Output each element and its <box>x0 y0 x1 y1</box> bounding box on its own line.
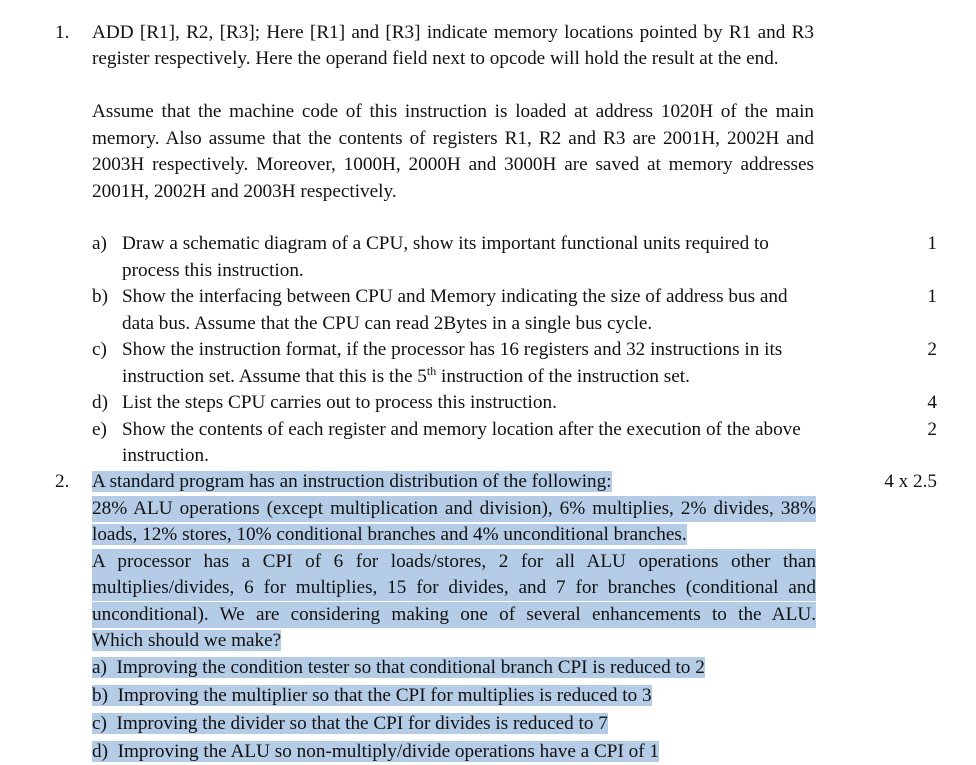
option-label: c) <box>92 713 107 734</box>
assumption-line: Assume that the machine code of this instruction is loaded at address 1020H of the main <box>92 101 814 122</box>
selected-text: loads, 12% stores, 10% conditional branches and 4% unconditional branches. <box>92 524 687 545</box>
option-label: b) <box>92 685 108 706</box>
question-text-line <box>92 469 612 495</box>
part-text-line: Draw a schematic diagram of a CPU, show its important functional units required to <box>122 233 769 254</box>
selected-text-line: 28% ALU operations (except multiplication and division), 6% multiplies, 2% divides, 38% <box>92 496 816 522</box>
part-label: c) <box>92 339 107 360</box>
part-label: e) <box>92 419 107 440</box>
option-label: d) <box>92 741 108 762</box>
question-text-line <box>92 522 687 548</box>
part-text-line: instruction. <box>122 445 209 466</box>
part-text-line: process this instruction. <box>122 260 304 281</box>
part-text-line: List the steps CPU carries out to process this instruction. <box>122 392 557 413</box>
option-text: Improving the multiplier so that the CPI for multiplies is reduced to 3 <box>117 685 652 706</box>
assumption-line: 2001H, 2002H and 2003H respectively. <box>92 181 397 202</box>
part-text-line: data bus. Assume that the CPU can read 2Bytes in a single bus cycle. <box>122 313 653 334</box>
selected-text-line: multiplies/divides, 6 for multiplies, 15 for divides, and 7 for branches (conditional and <box>92 575 816 601</box>
option-text: Improving the condition tester so that conditional branch CPI is reduced to 2 <box>116 657 705 678</box>
option-line <box>92 683 652 709</box>
question-text-line: ADD [R1], R2, [R3]; Here [R1] and [R3] indicate memory locations pointed by R1 and R3 <box>92 22 814 43</box>
part-text-line: Show the contents of each register and memory location after the execution of the above <box>122 419 801 440</box>
question-number: 2. <box>55 471 70 492</box>
option-line <box>92 711 608 737</box>
part-label: b) <box>92 286 108 307</box>
assumption-line: memory. Also assume that the contents of registers R1, R2 and R3 are 2001H, 2002H and <box>92 128 814 149</box>
part-label: a) <box>92 233 107 254</box>
selected-text-line: unconditional). We are considering making one of several enhancements to the ALU. <box>92 602 816 628</box>
selected-text: A standard program has an instruction distribution of the following: <box>92 471 612 492</box>
question-marks: 4 x 2.5 <box>884 471 937 492</box>
option-line <box>92 739 659 765</box>
question-text-line <box>92 628 281 654</box>
option-label: a) <box>92 657 107 678</box>
option-text: Improving the divider so that the CPI for divides is reduced to 7 <box>116 713 608 734</box>
part-marks: 1 <box>927 233 937 254</box>
question-text-line: register respectively. Here the operand field next to opcode will hold the result at the end. <box>92 48 779 69</box>
part-text-line: Show the interfacing between CPU and Memory indicating the size of address bus and <box>122 286 788 307</box>
part-marks: 1 <box>927 286 937 307</box>
part-marks: 2 <box>927 419 937 440</box>
selected-text-line: A processor has a CPI of 6 for loads/stores, 2 for all ALU operations other than <box>92 549 816 575</box>
ordinal-suffix: th <box>426 364 437 378</box>
selected-text: Which should we make? <box>92 630 282 651</box>
option-line <box>92 655 705 681</box>
part-text-line: Show the instruction format, if the processor has 16 registers and 32 instructions in its <box>122 339 783 360</box>
question-number: 1. <box>55 22 70 43</box>
part-label: d) <box>92 392 108 413</box>
part-marks: 2 <box>927 339 937 360</box>
part-marks: 4 <box>927 392 937 413</box>
option-text: Improving the ALU so non-multiply/divide operations have a CPI of 1 <box>117 741 660 762</box>
assumption-line: 2003H respectively. Moreover, 1000H, 2000H and 3000H are saved at memory addresses <box>92 154 814 175</box>
part-text-line: instruction set. Assume that this is the 5th instruction of the instruction set. <box>122 364 690 387</box>
